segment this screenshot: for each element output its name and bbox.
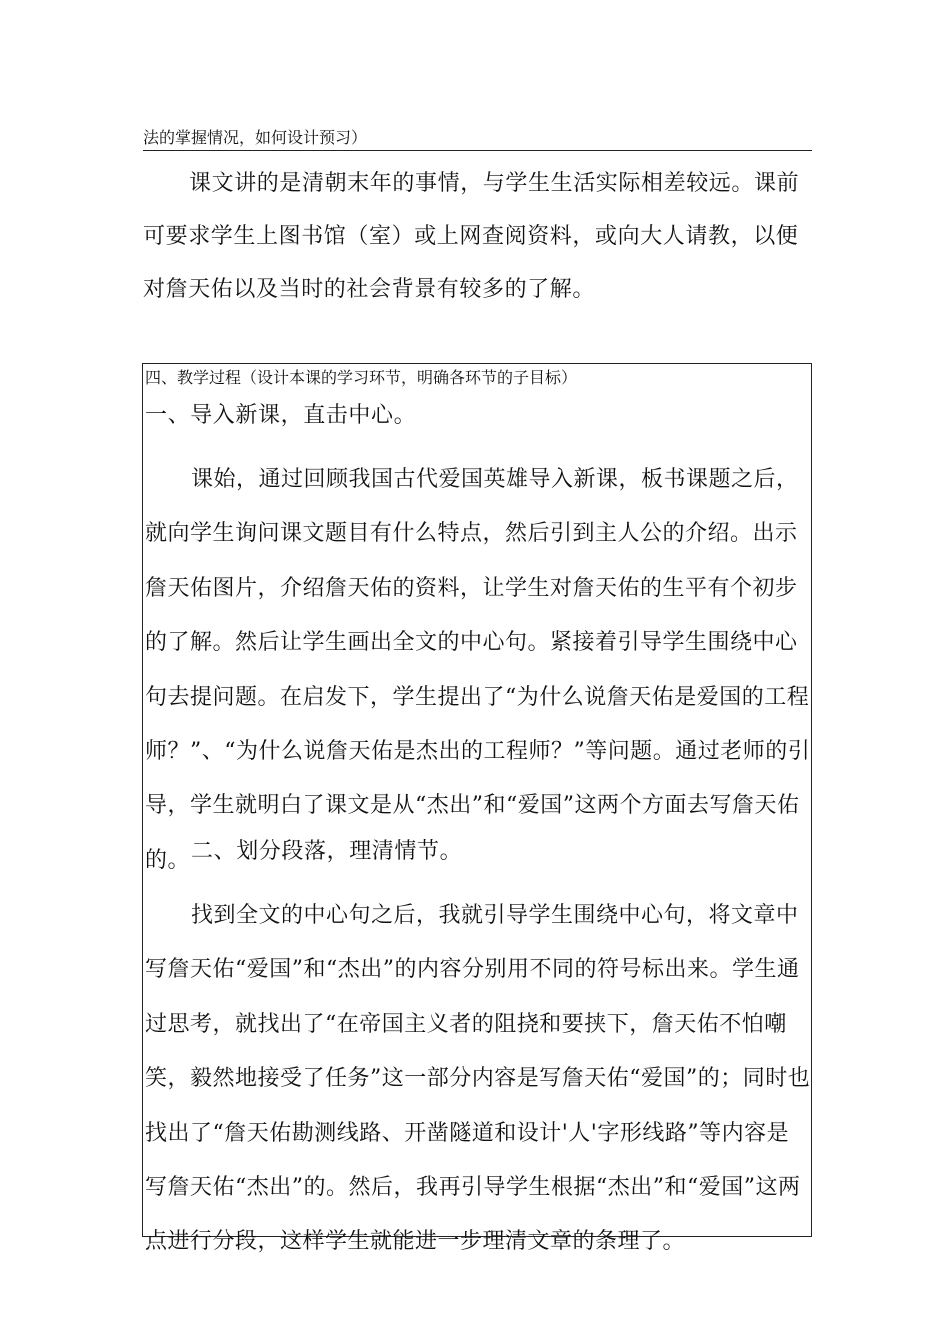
preview-design-heading: 法的掌握情况，如何设计预习） — [143, 128, 812, 151]
preview-paragraph-text: 课文讲的是清朝末年的事情，与学生生活实际相差较远。课前可要求学生上图书馆（室）或上网查阅资料，或向大人请教，以便对詹天佑以及当时的社会背景有较多的了解。 — [143, 171, 800, 302]
step2-title: 二、划分段落，理清情节。 — [191, 839, 463, 864]
teaching-process-title: 四、教学过程（设计本课的学习环节，明确各环节的子目标） — [145, 368, 578, 387]
teaching-process-box — [142, 363, 812, 1255]
step1-title: 一、导入新课，直击中心。 — [145, 403, 417, 428]
step1-body: 课始，通过回顾我国古代爱国英雄导入新课，板书课题之后，就向学生询问课文题目有什么特点，然后引到主人公的介绍。出示詹天佑图片，介绍詹天佑的资料，让学生对詹天佑的生平有个初步的了解。然后让学生画出全文的中心句。紧接着引导学生围绕中心句去提问题。在启发下，学生提出了“为什么说詹天佑是爱国的工程师？”、“为什么说詹天佑是杰出的工程师？”等问题。通过老师的引导，学生就明白了课文是从“杰出”和“爱国”这两个方面去写詹天佑的。 — [145, 467, 811, 873]
step2-body: 找到全文的中心句之后，我就引导学生围绕中心句，将文章中写詹天佑“爱国”和“杰出”的内容分别用不同的符号标出来。学生通过思考，就找出了“在帝国主义者的阻挠和要挟下，詹天佑不怕嘲笑，毅然地接受了任务”这一部分内容是写詹天佑“爱国”的；同时也找出了“詹天佑勘测线路、开凿隧道和设计'人'字形线路”等内容是写詹天佑“杰出”的。然后，我再引导学生根据“杰出”和“爱国”这两点进行分段，这样学生就能进一步理清文章的条理了。 — [145, 903, 811, 1255]
preview-design-paragraph — [143, 157, 812, 316]
